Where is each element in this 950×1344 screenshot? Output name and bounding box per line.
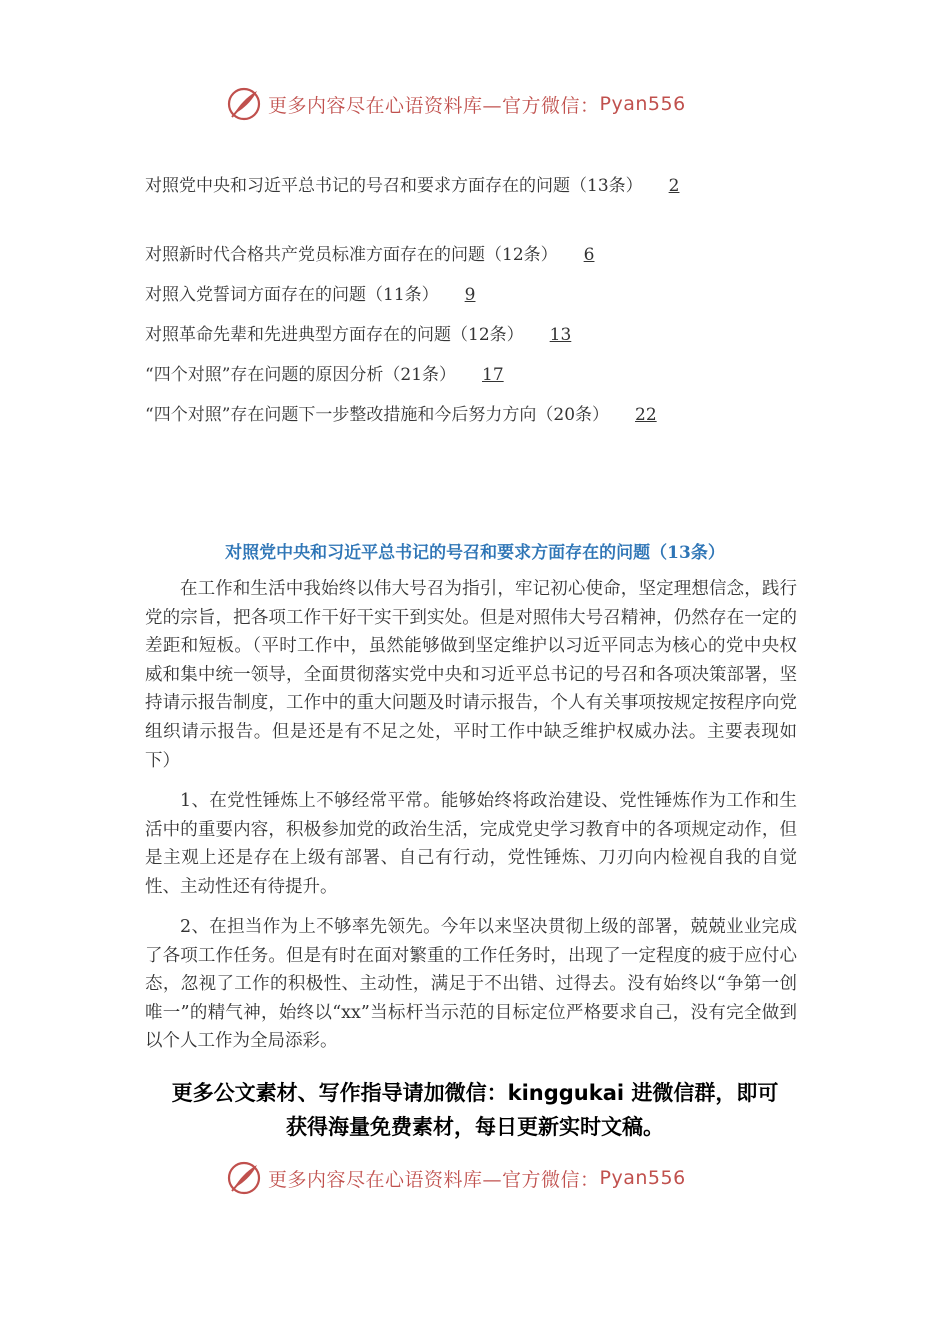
- promo-line: 获得海量免费素材，每日更新实时文稿。: [286, 1115, 664, 1139]
- toc-item[interactable]: [145, 400, 657, 425]
- toc-title: 对照党中央和习近平总书记的号召和要求方面存在的问题（13条）: [145, 176, 643, 196]
- body-paragraph: 在工作和生活中我始终以伟大号召为指引，牢记初心使命，坚定理想信念，践行党的宗旨，把各项工作干好干实干到实处。但是对照伟大号召精神，仍然存在一定的差距和短板。（平时工作中，虽然能够做到坚定维护以习近平同志为核心的党中央权威和集中统一领导，全面贯彻落实党中央和习近平总书记的号召和各项决策部署，坚持请示报告制度，工作中的重大问题及时请示报告，个人有关事项按规定按程序向党组织请示报告。但是还是有不足之处，平时工作中缺乏维护权威办法。主要表现如下）: [145, 579, 797, 771]
- toc-page-link[interactable]: 22: [635, 405, 657, 425]
- watermark-id: Pyan556: [599, 1167, 686, 1189]
- toc-title: 对照新时代合格共产党员标准方面存在的问题（12条）: [145, 245, 558, 265]
- toc-page-link[interactable]: 6: [583, 245, 595, 265]
- toc-title: “四个对照”存在问题下一步整改措施和今后努力方向（20条）: [145, 405, 610, 425]
- toc-item[interactable]: [145, 240, 594, 265]
- section-heading: 对照党中央和习近平总书记的号召和要求方面存在的问题（13条）: [225, 543, 725, 563]
- watermark-id: Pyan556: [599, 93, 686, 115]
- toc-title: 对照入党誓词方面存在的问题（11条）: [145, 285, 439, 305]
- toc-page-link[interactable]: 9: [464, 285, 476, 305]
- toc-page-link[interactable]: 17: [482, 365, 504, 385]
- quill-logo-icon: [226, 86, 262, 122]
- toc-item[interactable]: [145, 320, 571, 345]
- body-paragraph: 2、在担当作为上不够率先领先。今年以来坚决贯彻上级的部署，兢兢业业完成了各项工作任务。但是有时在面对繁重的工作任务时，出现了一定程度的疲于应付心态，忽视了工作的积极性、主动性，满足于不出错、过得去。没有始终以“争第一创唯一”的精气神，始终以“xx”当标杆当示范的目标定位严格要求自己，没有完全做到以个人工作为全局添彩。: [145, 917, 797, 1052]
- toc-title: 对照革命先辈和先进典型方面存在的问题（12条）: [145, 325, 524, 345]
- toc-page-link[interactable]: 13: [549, 325, 572, 345]
- watermark-text: 更多内容尽在心语资料库—官方微信：: [268, 94, 600, 117]
- quill-logo-icon: [226, 1160, 262, 1196]
- toc-item[interactable]: [145, 360, 504, 385]
- toc-title: “四个对照”存在问题的原因分析（21条）: [145, 365, 457, 385]
- toc-item[interactable]: [145, 171, 679, 196]
- toc-item[interactable]: [145, 280, 475, 305]
- watermark-text: 更多内容尽在心语资料库—官方微信：: [268, 1168, 600, 1191]
- body-paragraph: 1、在党性锤炼上不够经常平常。能够始终将政治建设、党性锤炼作为工作和生活中的重要内容，积极参加党的政治生活，完成党史学习教育中的各项规定动作，但是主观上还是存在上级有部署、自己有行动，党性锤炼、刀刃向内检视自我的自觉性、主动性还有待提升。: [145, 791, 797, 897]
- promo-line: 更多公文素材、写作指导请加微信：kinggukai 进微信群，即可: [171, 1081, 779, 1105]
- toc-page-link[interactable]: 2: [668, 176, 680, 196]
- promo-notice: [120, 1076, 830, 1144]
- footer-watermark: [226, 1158, 746, 1198]
- header-watermark: [226, 84, 746, 124]
